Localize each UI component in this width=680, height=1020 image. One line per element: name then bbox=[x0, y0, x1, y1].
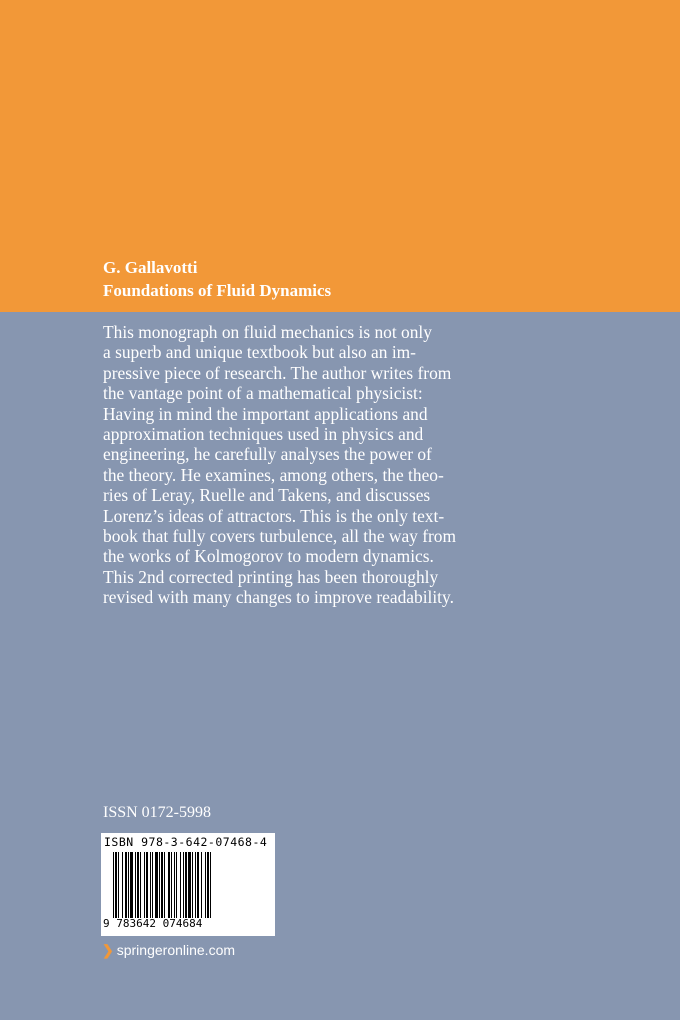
barcode-bar bbox=[135, 852, 136, 918]
blurb-line: the theory. He examines, among others, the theo- bbox=[103, 464, 444, 485]
blurb-line: the vantage point of a mathematical physicist: bbox=[103, 383, 423, 404]
title-block bbox=[103, 256, 331, 302]
barcode-bar bbox=[210, 852, 211, 918]
barcode-bar bbox=[125, 852, 127, 918]
barcode-bar bbox=[128, 852, 129, 918]
blurb-line: pressive piece of research. The author writes from bbox=[103, 362, 452, 383]
blurb-line: approximation techniques used in physics and bbox=[103, 424, 424, 445]
barcode-bar bbox=[115, 852, 117, 918]
barcode-bar bbox=[122, 852, 123, 918]
barcode-bar bbox=[171, 852, 172, 918]
website-link[interactable] bbox=[102, 942, 235, 959]
barcode-bar bbox=[197, 852, 199, 918]
blurb-line: book that fully covers turbulence, all the way from bbox=[103, 526, 457, 547]
author-name: G. Gallavotti bbox=[103, 258, 198, 277]
barcode-bar bbox=[201, 852, 202, 918]
blurb-line: Lorenz’s ideas of attractors. This is the only text- bbox=[103, 505, 445, 526]
barcode-bar bbox=[150, 852, 151, 918]
barcode-bar bbox=[180, 852, 181, 918]
barcode-bar bbox=[174, 852, 175, 918]
barcode-bar bbox=[176, 852, 177, 918]
orange-top-band bbox=[0, 0, 680, 312]
barcode-bar bbox=[159, 852, 160, 918]
barcode-bar bbox=[185, 852, 187, 918]
barcode-bar bbox=[118, 852, 119, 918]
barcode-bar bbox=[113, 852, 114, 918]
barcode-bar bbox=[192, 852, 193, 918]
website-label: springeronline.com bbox=[116, 942, 236, 958]
blurb-line: ries of Leray, Ruelle and Takens, and discusses bbox=[103, 485, 431, 506]
barcode-bar bbox=[164, 852, 165, 918]
ean-digits: 9 783642 074684 bbox=[103, 917, 203, 930]
blurb-line: a superb and unique textbook but also an im- bbox=[103, 342, 416, 363]
blurb-line: This monograph on fluid mechanics is not only bbox=[103, 322, 432, 342]
barcode-bar bbox=[146, 852, 148, 918]
barcode-bar bbox=[152, 852, 153, 918]
barcode-bar bbox=[140, 852, 141, 918]
barcode-bar bbox=[195, 852, 196, 918]
blurb-line: Having in mind the important applications and bbox=[103, 403, 428, 424]
blurb-line: revised with many changes to improve readability. bbox=[103, 587, 454, 608]
barcode-bar bbox=[130, 852, 133, 918]
barcode-bar bbox=[155, 852, 158, 918]
barcode-bar bbox=[183, 852, 184, 918]
isbn-barcode bbox=[101, 833, 275, 936]
barcode-bar bbox=[207, 852, 209, 918]
issn-number: ISSN 0172-5998 bbox=[103, 804, 212, 821]
barcode-bar bbox=[188, 852, 191, 918]
barcode-bar bbox=[137, 852, 139, 918]
barcode-bar bbox=[205, 852, 206, 918]
barcode-bar bbox=[144, 852, 145, 918]
barcode-bar bbox=[168, 852, 170, 918]
blurb-line: the works of Kolmogorov to modern dynamics. bbox=[103, 546, 434, 567]
barcode-bars bbox=[113, 852, 265, 918]
barcode-bar bbox=[161, 852, 163, 918]
description-blurb bbox=[103, 322, 523, 608]
blurb-line: engineering, he carefully analyses the power of bbox=[103, 444, 432, 465]
blurb-line: This 2nd corrected printing has been thoroughly bbox=[103, 566, 439, 587]
book-title: Foundations of Fluid Dynamics bbox=[103, 281, 332, 300]
chevron-right-icon: ❯ bbox=[102, 942, 114, 958]
isbn-label: ISBN 978-3-642-07468-4 bbox=[104, 835, 268, 849]
